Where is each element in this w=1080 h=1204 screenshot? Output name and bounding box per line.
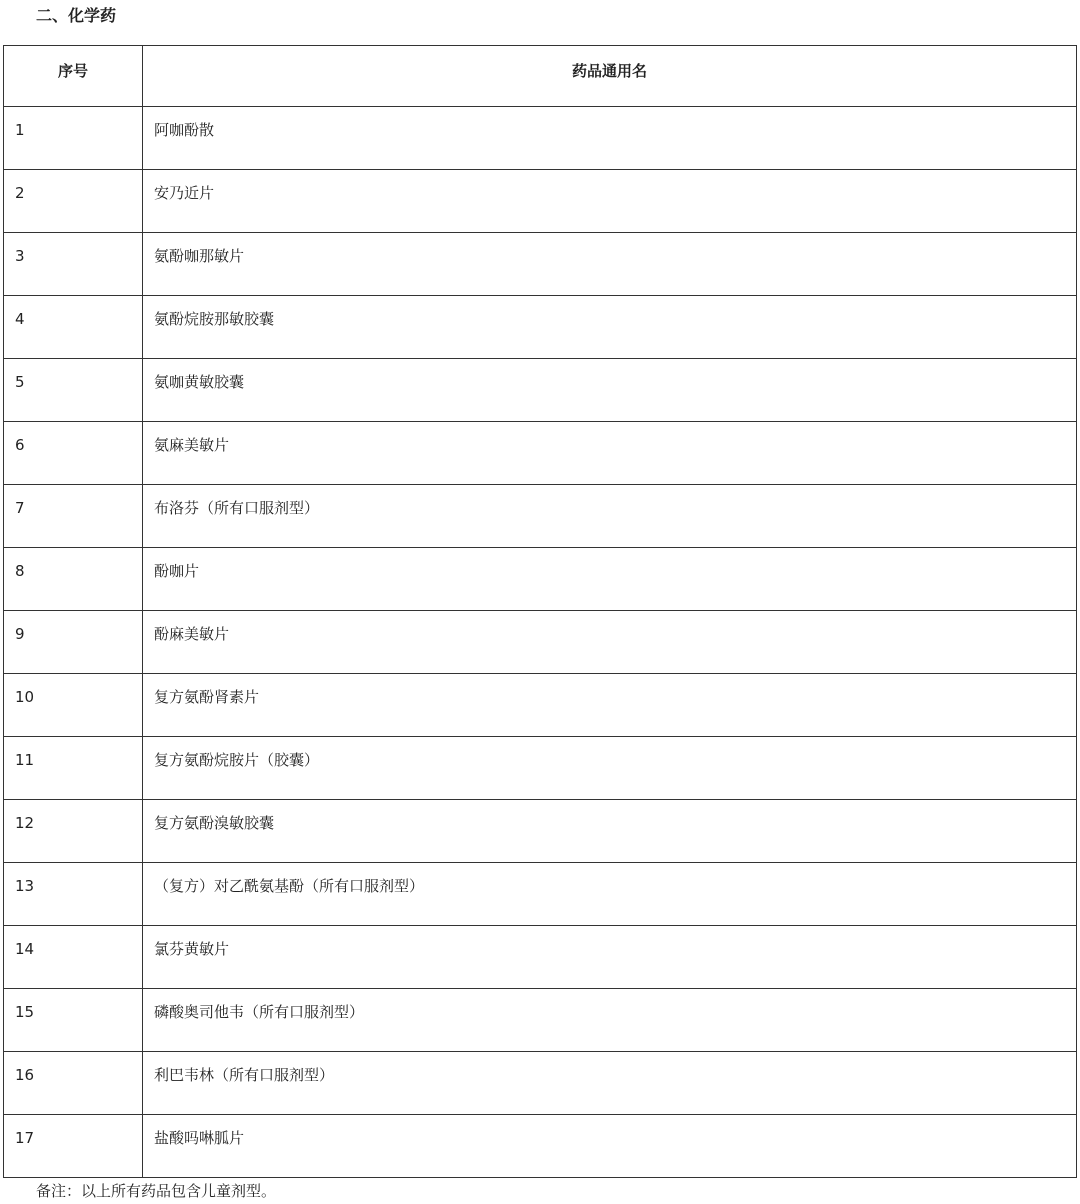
table-row: [4, 926, 1077, 989]
cell-index: 7: [4, 485, 143, 548]
table-row: [4, 170, 1077, 233]
cell-index: 17: [4, 1115, 143, 1178]
cell-index: 6: [4, 422, 143, 485]
cell-index: 8: [4, 548, 143, 611]
cell-index: 16: [4, 1052, 143, 1115]
cell-drug-name: （复方）对乙酰氨基酚（所有口服剂型）: [143, 863, 1077, 926]
table-row: [4, 359, 1077, 422]
table-row: [4, 737, 1077, 800]
cell-drug-name: 安乃近片: [143, 170, 1077, 233]
table-row: [4, 989, 1077, 1052]
cell-drug-name: 氨咖黄敏胶囊: [143, 359, 1077, 422]
cell-index: 4: [4, 296, 143, 359]
cell-drug-name: 布洛芬（所有口服剂型）: [143, 485, 1077, 548]
cell-drug-name: 复方氨酚烷胺片（胶囊）: [143, 737, 1077, 800]
table-row: [4, 1052, 1077, 1115]
section-title: 二、化学药: [36, 6, 117, 25]
table-row: [4, 422, 1077, 485]
cell-drug-name: 复方氨酚溴敏胶囊: [143, 800, 1077, 863]
table-row: [4, 674, 1077, 737]
cell-index: 13: [4, 863, 143, 926]
cell-index: 10: [4, 674, 143, 737]
cell-index: 1: [4, 107, 143, 170]
cell-index: 11: [4, 737, 143, 800]
table-row: [4, 296, 1077, 359]
cell-drug-name: 酚咖片: [143, 548, 1077, 611]
cell-drug-name: 氨酚咖那敏片: [143, 233, 1077, 296]
cell-drug-name: 氨麻美敏片: [143, 422, 1077, 485]
cell-drug-name: 复方氨酚肾素片: [143, 674, 1077, 737]
table-row: [4, 107, 1077, 170]
cell-index: 14: [4, 926, 143, 989]
table-row: [4, 863, 1077, 926]
table-row: [4, 485, 1077, 548]
table-body: [4, 107, 1077, 1178]
drug-table: [3, 45, 1077, 1178]
cell-drug-name: 磷酸奥司他韦（所有口服剂型）: [143, 989, 1077, 1052]
cell-index: 5: [4, 359, 143, 422]
table-row: [4, 1115, 1077, 1178]
cell-index: 9: [4, 611, 143, 674]
cell-index: 15: [4, 989, 143, 1052]
cell-drug-name: 氨酚烷胺那敏胶囊: [143, 296, 1077, 359]
cell-index: 12: [4, 800, 143, 863]
table-row: [4, 800, 1077, 863]
header-drug-name: 药品通用名: [143, 46, 1077, 107]
cell-drug-name: 酚麻美敏片: [143, 611, 1077, 674]
header-index: 序号: [4, 46, 143, 107]
cell-drug-name: 盐酸吗啉胍片: [143, 1115, 1077, 1178]
cell-index: 3: [4, 233, 143, 296]
cell-drug-name: 氯芬黄敏片: [143, 926, 1077, 989]
cell-drug-name: 阿咖酚散: [143, 107, 1077, 170]
cell-index: 2: [4, 170, 143, 233]
table-row: [4, 611, 1077, 674]
cell-drug-name: 利巴韦林（所有口服剂型）: [143, 1052, 1077, 1115]
table-header-row: [4, 46, 1077, 107]
table-row: [4, 548, 1077, 611]
table-row: [4, 233, 1077, 296]
footnote: 备注：以上所有药品包含儿童剂型。: [36, 1182, 277, 1200]
